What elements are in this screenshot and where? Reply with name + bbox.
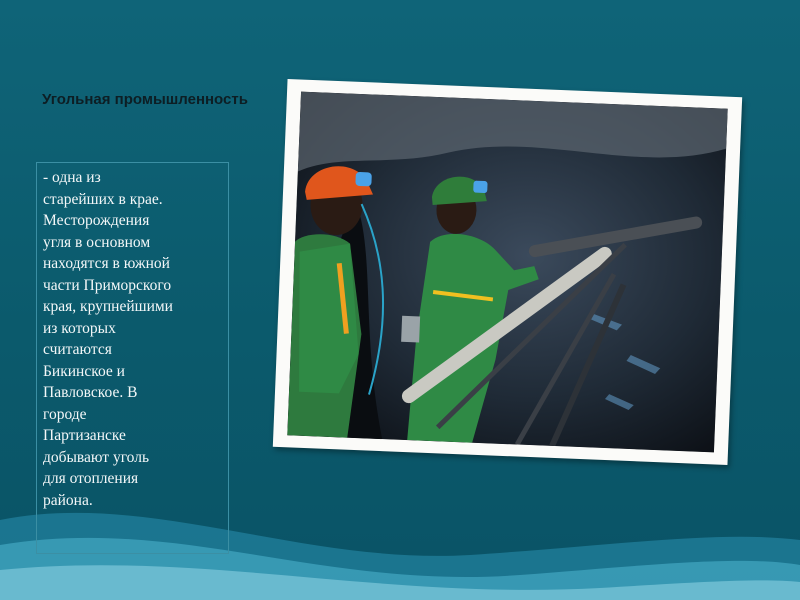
mine-photo	[287, 92, 727, 453]
miners-illustration	[287, 92, 727, 453]
slide-title: Угольная промышленность	[42, 91, 248, 108]
body-text-box	[36, 162, 229, 554]
photo-frame	[273, 79, 742, 465]
body-text: - одна из старейших в крае. Месторождения угля в основном находятся в южной части Приморского края, крупнейшими из которых считаются Бикинское и Павловское. В городе Партизанске добывают уголь для отопления района.	[43, 169, 173, 509]
